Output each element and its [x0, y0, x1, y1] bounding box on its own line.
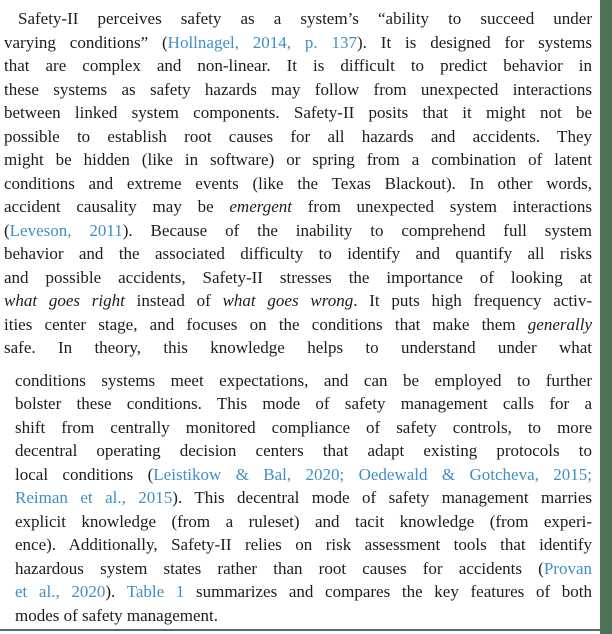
body-text: Safety-II perceives safety as a system’s “ability to succeed under — [18, 9, 592, 28]
citation-link[interactable]: Table 1 — [126, 582, 185, 601]
body-text: behavior and the associated difficulty to identify and quantify all risks — [4, 244, 592, 263]
body-text: might be hidden (like in software) or spring from a combination of latent — [4, 150, 592, 169]
body-text: safe. In theory, this knowledge helps to understand under what — [4, 338, 592, 357]
body-text: ities center stage, and focuses on the conditions that make them — [4, 314, 528, 334]
citation-link[interactable]: Leveson, 2011 — [9, 220, 123, 240]
citation-link[interactable]: Leistikow & Bal, 2020; Oedewald & Gotcheva, 2015; — [153, 464, 592, 484]
body-text: conditions and extreme events (like the Texas Blackout). In other words, — [4, 173, 592, 193]
text-line — [4, 78, 592, 102]
text-line — [4, 101, 592, 125]
text-line — [4, 313, 592, 337]
paragraph-1 — [4, 7, 592, 360]
page-edge-bar — [600, 0, 612, 634]
body-text: bolster these conditions. This mode of safety management calls for a — [15, 394, 592, 413]
body-text: ). Because of the inability to comprehend full system — [122, 220, 592, 240]
citation-link[interactable]: et al., 2020 — [15, 582, 106, 601]
text-line — [4, 336, 592, 360]
body-text: possible to establish root causes for all hazards and accidents. They — [4, 126, 592, 146]
text-line — [4, 289, 592, 313]
text-line — [15, 416, 592, 440]
text-line — [15, 604, 592, 628]
body-text: instead of — [124, 291, 223, 310]
body-text: shift from centrally monitored compliance of safety controls, to more — [15, 417, 592, 437]
body-text: . It puts high frequency activ- — [353, 291, 592, 310]
citation-link[interactable]: Reiman et al., 2015 — [15, 488, 173, 507]
body-text: decentral operating decision centers that adapt existing protocols to — [15, 441, 592, 460]
emphasis-text: what goes wrong — [222, 291, 354, 310]
text-line — [15, 392, 592, 416]
body-text: explicit knowledge (from a ruleset) and tacit knowledge (from experi- — [15, 511, 592, 531]
body-text: varying conditions” ( — [4, 32, 168, 52]
body-text: between linked system components. Safety-II posits that it might not be — [4, 103, 592, 122]
body-text: ence). Additionally, Safety-II relies on risk assessment tools that identify — [15, 535, 592, 554]
text-line — [4, 148, 592, 172]
text-line — [15, 510, 592, 534]
body-text: these systems as safety hazards may follow from unexpected interactions — [4, 79, 592, 99]
text-line — [15, 557, 592, 581]
text-line — [15, 369, 592, 393]
emphasis-text: emergent — [229, 197, 292, 216]
body-text: modes of safety management. — [15, 605, 218, 625]
paragraph-2 — [15, 369, 592, 628]
body-text: local conditions ( — [15, 464, 154, 484]
text-line — [15, 439, 592, 463]
body-text: ). This decentral mode of safety management marries — [172, 488, 592, 507]
body-text: from unexpected system interactions — [292, 197, 592, 216]
body-text: ). It is designed for systems — [357, 32, 592, 52]
body-text: summarizes and compares the key features of both — [184, 582, 592, 601]
text-line — [4, 219, 592, 243]
text-line — [15, 580, 592, 604]
body-text: accident causality may be — [4, 197, 230, 216]
article-text — [4, 7, 592, 627]
citation-link[interactable]: Hollnagel, 2014, p. 137 — [167, 32, 358, 52]
text-line — [4, 242, 592, 266]
body-text: ( — [4, 220, 10, 240]
text-line — [4, 54, 592, 78]
text-line — [4, 125, 592, 149]
body-text: hazardous system states rather than root causes for accidents ( — [15, 558, 544, 578]
body-text: that are complex and non-linear. It is difficult to predict behavior in — [4, 56, 592, 75]
body-text: ). — [105, 582, 127, 601]
citation-link[interactable]: Provan — [543, 558, 592, 578]
text-line — [15, 533, 592, 557]
page-bottom-rule — [0, 629, 600, 631]
text-line — [4, 172, 592, 196]
text-line — [4, 266, 592, 290]
body-text: conditions systems meet expectations, and can be employed to further — [15, 370, 592, 390]
text-line — [4, 195, 592, 219]
emphasis-text: what goes right — [4, 291, 125, 310]
text-line — [4, 7, 592, 31]
emphasis-text: generally — [527, 314, 592, 334]
body-text: and possible accidents, Safety-II stresses the importance of looking at — [4, 267, 592, 287]
text-line — [15, 463, 592, 487]
text-line — [15, 486, 592, 510]
text-line — [4, 31, 592, 55]
